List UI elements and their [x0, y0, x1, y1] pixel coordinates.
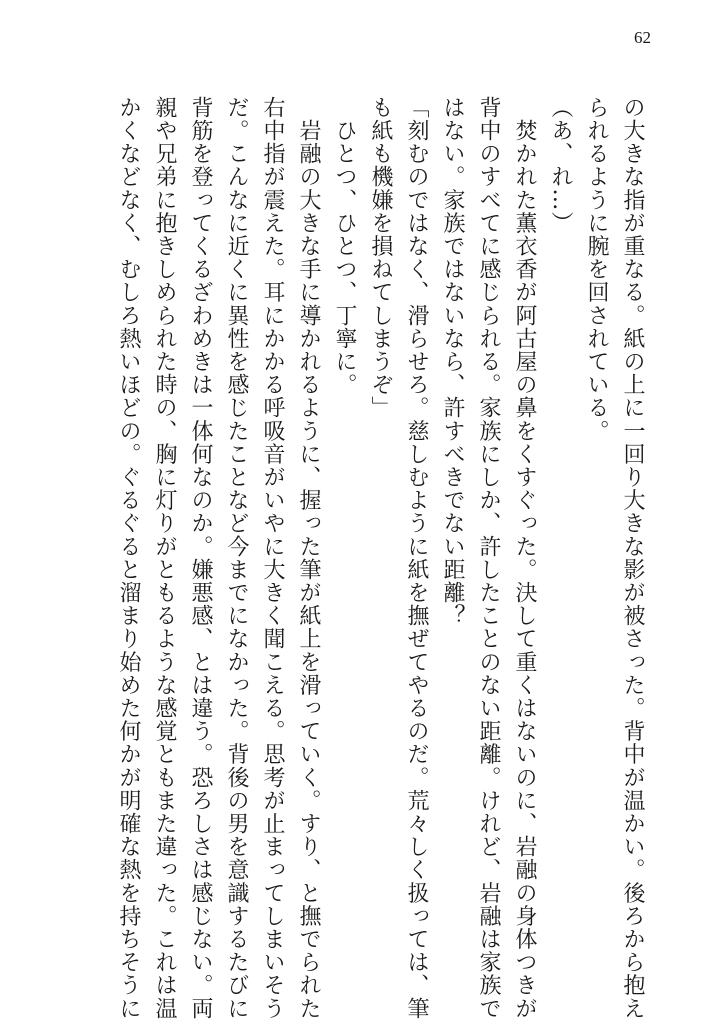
text-line: ひとつ、ひとつ、丁寧に。 [332, 96, 357, 397]
text-line: 岩融の大きな手に導かれるように、握った筆が紙上を滑っていく。すり、と撫でられた [296, 96, 321, 1020]
text-line: （あ、れ…） [548, 96, 573, 235]
text-line: はない。家族ではないなら、許すべきでない距離？ [440, 96, 465, 628]
text-line: の大きな指が重なる。紙の上に一回り大きな影が被さった。背中が温かい。後ろから抱え [620, 96, 645, 1020]
text-line: 親や兄弟に抱きしめられた時の、胸に灯りがともるような感覚ともまた違った。これは温 [152, 96, 177, 1020]
text-line: 「刻むのではなく、滑らせろ。慈しむように紙を撫ぜてやるのだ。荒々しく扱っては、筆 [404, 96, 429, 1020]
text-line: 背筋を登ってくるざわめきは一体何なのか。嫌悪感、とは違う。恐ろしさは感じない。両 [188, 96, 213, 1020]
text-line: られるように腕を回されている。 [584, 96, 609, 443]
text-line: 背中のすべてに感じられる。家族にしか、許したことのない距離。けれど、岩融は家族で [476, 96, 501, 1020]
text-line: も紙も機嫌を損ねてしまうぞ」 [368, 96, 393, 420]
text-line: 右中指が震えた。耳にかかる呼吸音がいやに大きく聞こえる。思考が止まってしまいそう [260, 96, 285, 1020]
page-number: 62 [634, 28, 651, 47]
text-line: 焚かれた薫衣香が阿古屋の鼻をくすぐった。決して重くはないのに、岩融の身体つきが [512, 96, 537, 1020]
text-line: かくなどなく、むしろ熱いほどの。ぐるぐると溜まり始めた何かが明確な熱を持ちそうに [116, 96, 141, 1020]
text-line: だ。こんなに近くに異性を感じたことなど今までになかった。背後の男を意識するたびに [224, 96, 249, 1020]
novel-text-body [116, 96, 650, 1020]
